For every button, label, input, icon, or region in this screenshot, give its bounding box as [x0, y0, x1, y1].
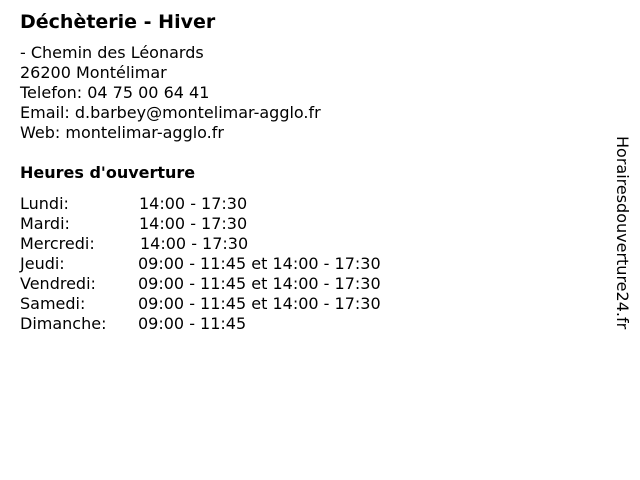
day-label: Mercredi:: [20, 234, 95, 253]
day-label: Lundi:: [20, 194, 69, 213]
time-value: 09:00 - 11:45 et 14:00 - 17:30: [138, 254, 381, 273]
time-value: 14:00 - 17:30: [139, 214, 248, 233]
time-value: 09:00 - 11:45 et 14:00 - 17:30: [138, 274, 381, 293]
email-text: Email: d.barbey@montelimar-agglo.fr: [20, 103, 321, 122]
page-title: Déchèterie - Hiver: [20, 11, 216, 33]
day-label: Samedi:: [20, 294, 86, 313]
phone-text: Telefon: 04 75 00 64 41: [20, 83, 210, 102]
day-label: Mardi:: [20, 214, 70, 233]
site-watermark: Horairesdouverture24.fr: [613, 136, 632, 330]
time-value: 09:00 - 11:45 et 14:00 - 17:30: [138, 294, 381, 313]
address-block: [20, 43, 321, 143]
web-text: Web: montelimar-agglo.fr: [20, 123, 224, 142]
address-city: 26200 Montélimar: [20, 63, 167, 82]
day-label: Jeudi:: [20, 254, 65, 273]
time-value: 14:00 - 17:30: [139, 194, 248, 213]
hours-heading: Heures d'ouverture: [20, 163, 196, 182]
day-label: Vendredi:: [20, 274, 96, 293]
time-value: 09:00 - 11:45: [138, 314, 247, 333]
time-value: 14:00 - 17:30: [140, 234, 249, 253]
address-street: - Chemin des Léonards: [20, 43, 204, 62]
day-label: Dimanche:: [20, 314, 107, 333]
